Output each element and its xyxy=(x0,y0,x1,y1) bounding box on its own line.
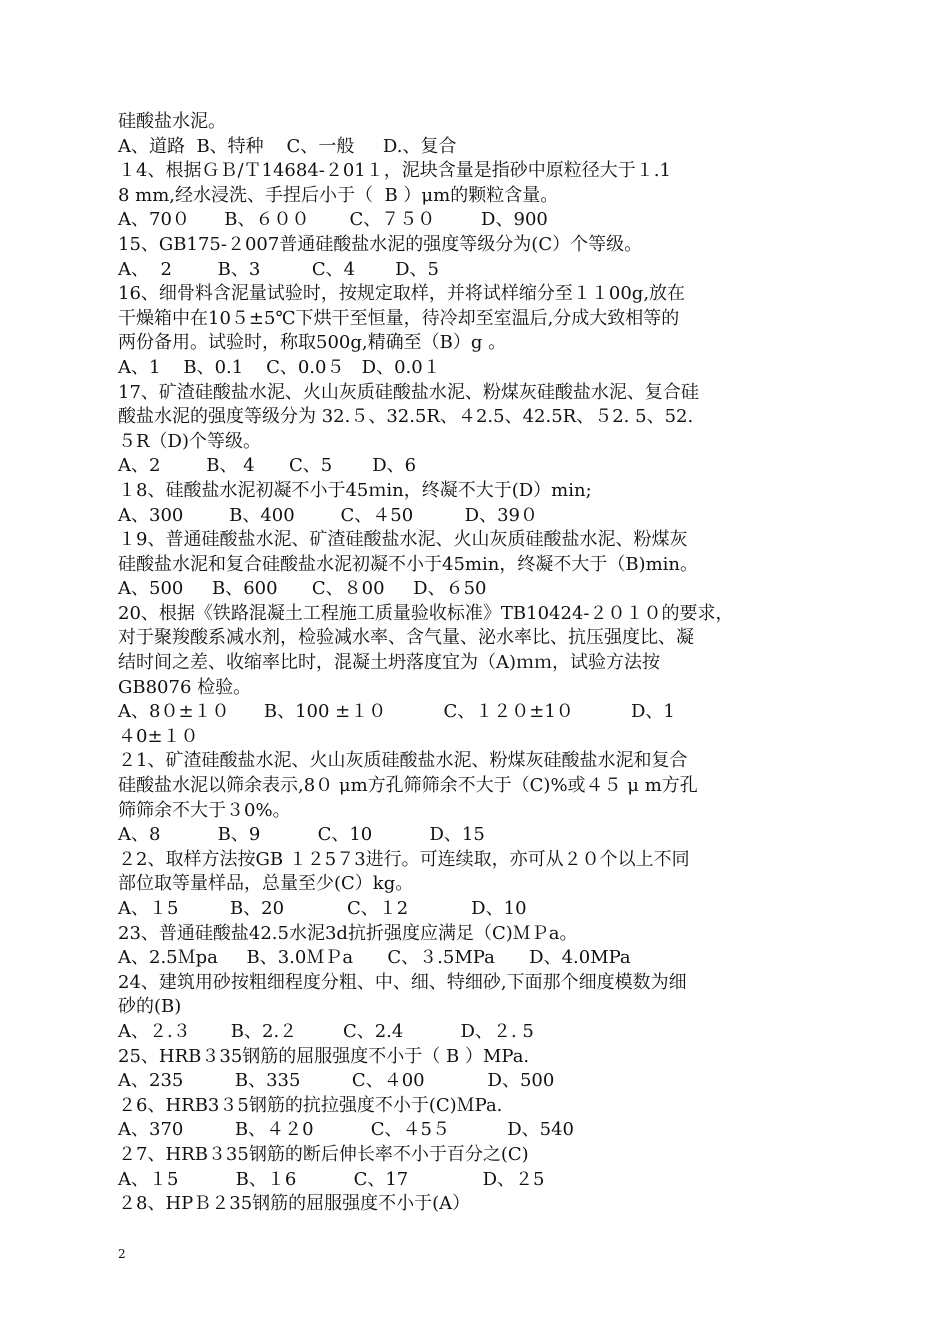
question-26: ２6、HRB3３5钢筋的抗拉强度不小于(C)ＭPa. xyxy=(118,1094,503,1116)
answer-options: A、 2 B、3 C、4 D、5 xyxy=(118,258,440,280)
question-23: 23、普通硅酸盐42.5水泥3d抗折强度应满足（C)ＭＰa。 xyxy=(118,922,578,944)
answer-options: A、2 B、 4 C、5 D、6 xyxy=(118,455,417,477)
text-line: 两份备用。试验时，称取500g,精确至（B）g 。 xyxy=(118,332,507,354)
text-line: ４0±１０ xyxy=(118,725,199,747)
question-16: 16、细骨料含泥量试验时，按规定取样，并将试样缩分至１１00g,放在 xyxy=(118,283,686,305)
text-line: 对于聚羧酸系减水剂，检验减水率、含气量、泌水率比、抗压强度比、凝 xyxy=(118,627,694,649)
question-22: ２2、取样方法按GB １２5７3进行。可连续取，亦可从２０个以上不同 xyxy=(118,848,690,870)
text-line: 酸盐水泥的强度等级分为 32.５、32.5R、４2.5、42.5R、５2. 5、52. xyxy=(118,406,694,428)
text-line: 硅酸盐水泥以筛余表示,8０ μm方孔筛筛余不大于（C)%或４５ μ m方孔 xyxy=(118,775,698,797)
answer-options: A、１5 B、20 C、１2 D、10 xyxy=(118,898,527,919)
answer-options: A、道路 B、特种 C、一般 D.、复合 xyxy=(118,135,457,157)
question-25: 25、HRB３35钢筋的屈服强度不小于（ B ）MPa. xyxy=(118,1045,530,1067)
question-19: １9、普通硅酸盐水泥、矿渣硅酸盐水泥、火山灰质硅酸盐水泥、粉煤灰 xyxy=(118,529,688,551)
text-line: GB8076 检验。 xyxy=(118,676,252,698)
answer-options: A、２.３ B、2.２ C、2.4 D、２. 5 xyxy=(118,1020,534,1042)
question-14: １4、根据ＧＢ/Ｔ14684-２01１，泥块含量是指砂中原粒径大于１.1 xyxy=(118,160,671,182)
answer-options: A、500 B、600 C、８00 D、６50 xyxy=(118,578,487,600)
question-17: 17、矿渣硅酸盐水泥、火山灰质硅酸盐水泥、粉煤灰硅酸盐水泥、复合硅 xyxy=(118,381,699,403)
text-line: 硅酸盐水泥和复合硅酸盐水泥初凝不小于45min，终凝不大于（B)min。 xyxy=(118,553,698,575)
question-24: 24、建筑用砂按粗细程度分粗、中、细、特细砂,下面那个细度模数为细 xyxy=(118,971,687,993)
text-line: 砂的(B) xyxy=(118,996,182,1018)
page-number: 2 xyxy=(118,1247,126,1261)
text-line: 筛筛余不大于３0%。 xyxy=(118,799,291,821)
text-line: 部位取等量样品，总量至少(C）kg。 xyxy=(118,873,414,895)
question-20: 20、根据《铁路混凝土工程施工质量验收标准》TB10424-２０１０的要求， xyxy=(118,602,734,624)
text-line: ５R（D)个等级。 xyxy=(118,430,262,452)
answer-options: A、70０ B、６００ C、７５０ D、900 xyxy=(118,209,548,231)
question-27: ２7、HRB３35钢筋的断后伸长率不小于百分之(C) xyxy=(118,1143,529,1165)
answer-options: A、１5 B、１6 C、17 D、２5 xyxy=(118,1168,545,1190)
question-15: 15、GB175-２007普通硅酸盐水泥的强度等级分为(C）个等级。 xyxy=(118,233,643,255)
question-28: ２8、HPＢ２35钢筋的屈服强度不小于(A） xyxy=(118,1193,471,1215)
answer-options: A、1 B、0.1 C、0.0５ D、0.0１ xyxy=(118,356,441,378)
answer-options: A、235 B、335 C、４00 D、500 xyxy=(118,1070,555,1092)
text-line: 结时间之差、收缩率比时，混凝土坍落度宜为（A)ｍｍ，试验方法按 xyxy=(118,652,661,674)
question-21: ２1、矿渣硅酸盐水泥、火山灰质硅酸盐水泥、粉煤灰硅酸盐水泥和复合 xyxy=(118,750,688,772)
text-line: 8 mm,经水浸洗、手捏后小于（ B ）μm的颗粒含量。 xyxy=(118,184,559,206)
answer-options: A、2.5Ｍpa B、3.0ＭＰa C、３.5MPa D、4.0MPa xyxy=(118,947,631,969)
answer-options: A、370 B、４２0 C、４5５ D、540 xyxy=(118,1119,574,1141)
answer-options: A、300 B、400 C、４50 D、39０ xyxy=(118,504,538,526)
question-18: １8、硅酸盐水泥初凝不小于45ｍin，终凝不大于(D）min; xyxy=(118,479,592,501)
document-page xyxy=(118,110,838,1217)
answer-options: A、8０±１０ B、100 ±１０ C、１２０±1０ D、1 xyxy=(118,701,675,723)
text-line: 硅酸盐水泥。 xyxy=(118,111,226,132)
answer-options: A、8 B、9 C、10 D、15 xyxy=(118,824,485,846)
text-line: 干燥箱中在10５±5℃下烘干至恒量，待冷却至室温后,分成大致相等的 xyxy=(118,307,680,329)
